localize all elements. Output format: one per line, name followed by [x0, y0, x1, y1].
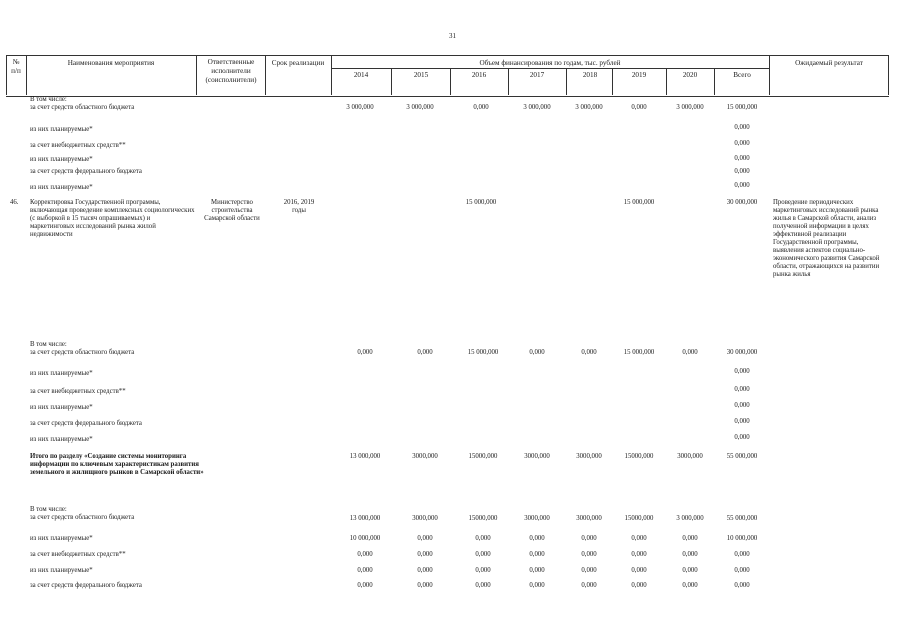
value-cell: 0,000	[417, 582, 433, 589]
value-cell: 0,000	[734, 140, 750, 147]
value-cell: 0,000	[417, 567, 433, 574]
value-cell: 15 000,000	[623, 199, 655, 206]
row-label: за счет средств федерального бюджета	[30, 582, 142, 589]
value-cell: 3000,000	[524, 453, 550, 460]
value-cell: 0,000	[734, 124, 750, 131]
header-funding: Объем финансирования по годам, тыс. рублей	[479, 59, 621, 67]
value-cell: 3 000,000	[406, 104, 434, 111]
border	[391, 68, 392, 95]
value-cell: 0,000	[357, 349, 373, 356]
border	[508, 68, 509, 95]
value-cell: 3 000,000	[575, 104, 603, 111]
value-cell: 0,000	[631, 104, 647, 111]
value-cell: 15000,000	[468, 453, 498, 460]
value-cell: 3000,000	[576, 515, 602, 522]
value-cell: 0,000	[417, 551, 433, 558]
header-result: Ожидаемый результат	[795, 59, 863, 67]
row-label: из них планируемые*	[30, 436, 93, 443]
value-cell: 0,000	[529, 582, 545, 589]
value-cell: 0,000	[734, 182, 750, 189]
year-header: 2016	[471, 71, 487, 79]
item-executor: Министерство строительства Самарской области	[204, 199, 260, 222]
border	[196, 55, 197, 95]
value-cell: 0,000	[682, 567, 698, 574]
value-cell: 0,000	[734, 402, 750, 409]
value-cell: 3 000,000	[523, 104, 551, 111]
header-executor: Ответственные исполнители (соисполнители)	[205, 58, 257, 84]
row-label: из них планируемые*	[30, 567, 93, 574]
value-cell: 0,000	[581, 582, 597, 589]
row-label: из них планируемые*	[30, 535, 93, 542]
value-cell: 3000,000	[524, 515, 550, 522]
value-cell: 0,000	[529, 535, 545, 542]
value-cell: 0,000	[581, 535, 597, 542]
value-cell: 0,000	[734, 567, 750, 574]
value-cell: 3 000,000	[676, 515, 704, 522]
value-cell: 0,000	[529, 551, 545, 558]
value-cell: 0,000	[734, 168, 750, 175]
value-cell: 15 000,000	[726, 104, 758, 111]
year-header: 2015	[413, 71, 429, 79]
value-cell: 15000,000	[624, 453, 654, 460]
value-cell: 0,000	[631, 567, 647, 574]
value-cell: 15000,000	[624, 515, 654, 522]
value-cell: 0,000	[734, 582, 750, 589]
year-header: 2014	[353, 71, 369, 79]
value-cell: 0,000	[682, 349, 698, 356]
value-cell: 0,000	[734, 551, 750, 558]
row-label: за счет внебюджетных средств**	[30, 388, 126, 395]
border	[450, 68, 451, 95]
value-cell: 0,000	[581, 349, 597, 356]
value-cell: 10 000,000	[726, 535, 758, 542]
row-label: за счет средств федерального бюджета	[30, 168, 142, 175]
value-cell: 55 000,000	[726, 453, 758, 460]
value-cell: 3 000,000	[346, 104, 374, 111]
row-label: из них планируемые*	[30, 184, 93, 191]
value-cell: 30 000,000	[726, 349, 758, 356]
value-cell: 15000,000	[468, 515, 498, 522]
border	[26, 55, 27, 95]
value-cell: 0,000	[357, 582, 373, 589]
value-cell: 0,000	[682, 535, 698, 542]
row-label: за счет средств областного бюджета	[30, 104, 135, 111]
value-cell: 0,000	[581, 551, 597, 558]
value-cell: 3 000,000	[676, 104, 704, 111]
row-label: В том числе:	[30, 341, 67, 348]
row-label: за счет средств федерального бюджета	[30, 420, 142, 427]
value-cell: 15 000,000	[465, 199, 497, 206]
value-cell: 0,000	[357, 567, 373, 574]
border	[331, 68, 769, 69]
value-cell: 0,000	[475, 567, 491, 574]
value-cell: 0,000	[682, 582, 698, 589]
value-cell: 13 000,000	[349, 515, 381, 522]
year-header: 2018	[582, 71, 598, 79]
row-label: за счет внебюджетных средств**	[30, 142, 126, 149]
value-cell: 3000,000	[412, 515, 438, 522]
year-header: 2020	[682, 71, 698, 79]
value-cell: 0,000	[417, 349, 433, 356]
value-cell: 0,000	[475, 535, 491, 542]
value-cell: 0,000	[529, 349, 545, 356]
value-cell: 3000,000	[677, 453, 703, 460]
header-term: Срок реализации	[271, 59, 325, 67]
value-cell: 0,000	[734, 434, 750, 441]
row-label: В том числе:	[30, 96, 67, 103]
year-header: 2019	[631, 71, 647, 79]
value-cell: 0,000	[734, 386, 750, 393]
value-cell: 3000,000	[412, 453, 438, 460]
value-cell: 0,000	[631, 551, 647, 558]
row-label: из них планируемые*	[30, 126, 93, 133]
border	[331, 55, 332, 95]
header-num: № п/п	[11, 58, 21, 75]
value-cell: 0,000	[417, 535, 433, 542]
row-label: В том числе:	[30, 506, 67, 513]
value-cell: 15 000,000	[467, 349, 499, 356]
section-total-label: Итого по разделу «Создание системы мониторинга информации по ключевым характеристикам развития земельного и жилищного рынков в Самарской области»	[30, 453, 204, 476]
value-cell: 0,000	[734, 368, 750, 375]
row-label: за счет внебюджетных средств**	[30, 551, 126, 558]
value-cell: 3000,000	[576, 453, 602, 460]
border	[888, 55, 889, 95]
header-name: Наименования мероприятия	[67, 59, 155, 67]
year-header: 2017	[529, 71, 545, 79]
value-cell: 30 000,000	[726, 199, 758, 206]
item-name: Корректировка Государственной программы, включающая проведение комплексных социологических (с выборкой в 15 тысяч опрашиваемых) и маркетинговых исследований рынка жилой недвижимости	[30, 199, 195, 238]
value-cell: 0,000	[734, 418, 750, 425]
row-label: за счет средств областного бюджета	[30, 514, 135, 521]
value-cell: 55 000,000	[726, 515, 758, 522]
value-cell: 0,000	[357, 551, 373, 558]
page-number: 31	[449, 32, 456, 40]
value-cell: 0,000	[631, 535, 647, 542]
value-cell: 13 000,000	[349, 453, 381, 460]
value-cell: 0,000	[475, 582, 491, 589]
row-label: из них планируемые*	[30, 370, 93, 377]
year-header: Всего	[733, 71, 751, 79]
border	[769, 55, 770, 95]
value-cell: 0,000	[682, 551, 698, 558]
value-cell: 0,000	[529, 567, 545, 574]
value-cell: 0,000	[475, 551, 491, 558]
row-label: из них планируемые*	[30, 404, 93, 411]
value-cell: 0,000	[581, 567, 597, 574]
value-cell: 0,000	[734, 155, 750, 162]
item-term: 2016, 2019 годы	[283, 199, 315, 214]
value-cell: 0,000	[631, 582, 647, 589]
value-cell: 10 000,000	[349, 535, 381, 542]
row-label: за счет средств областного бюджета	[30, 349, 135, 356]
value-cell: 15 000,000	[623, 349, 655, 356]
item-number: 46.	[10, 199, 19, 206]
item-result: Проведение периодических маркетинговых исследований рынка жилья в Самарской области, анализ полученной информации в целях эффективной реализации Государственной программы, выявления аспектов социально-экономического развития Самарской области, отражающихся на развитии рынка жилья	[773, 199, 880, 278]
value-cell: 0,000	[473, 104, 489, 111]
row-label: из них планируемые*	[30, 156, 93, 163]
